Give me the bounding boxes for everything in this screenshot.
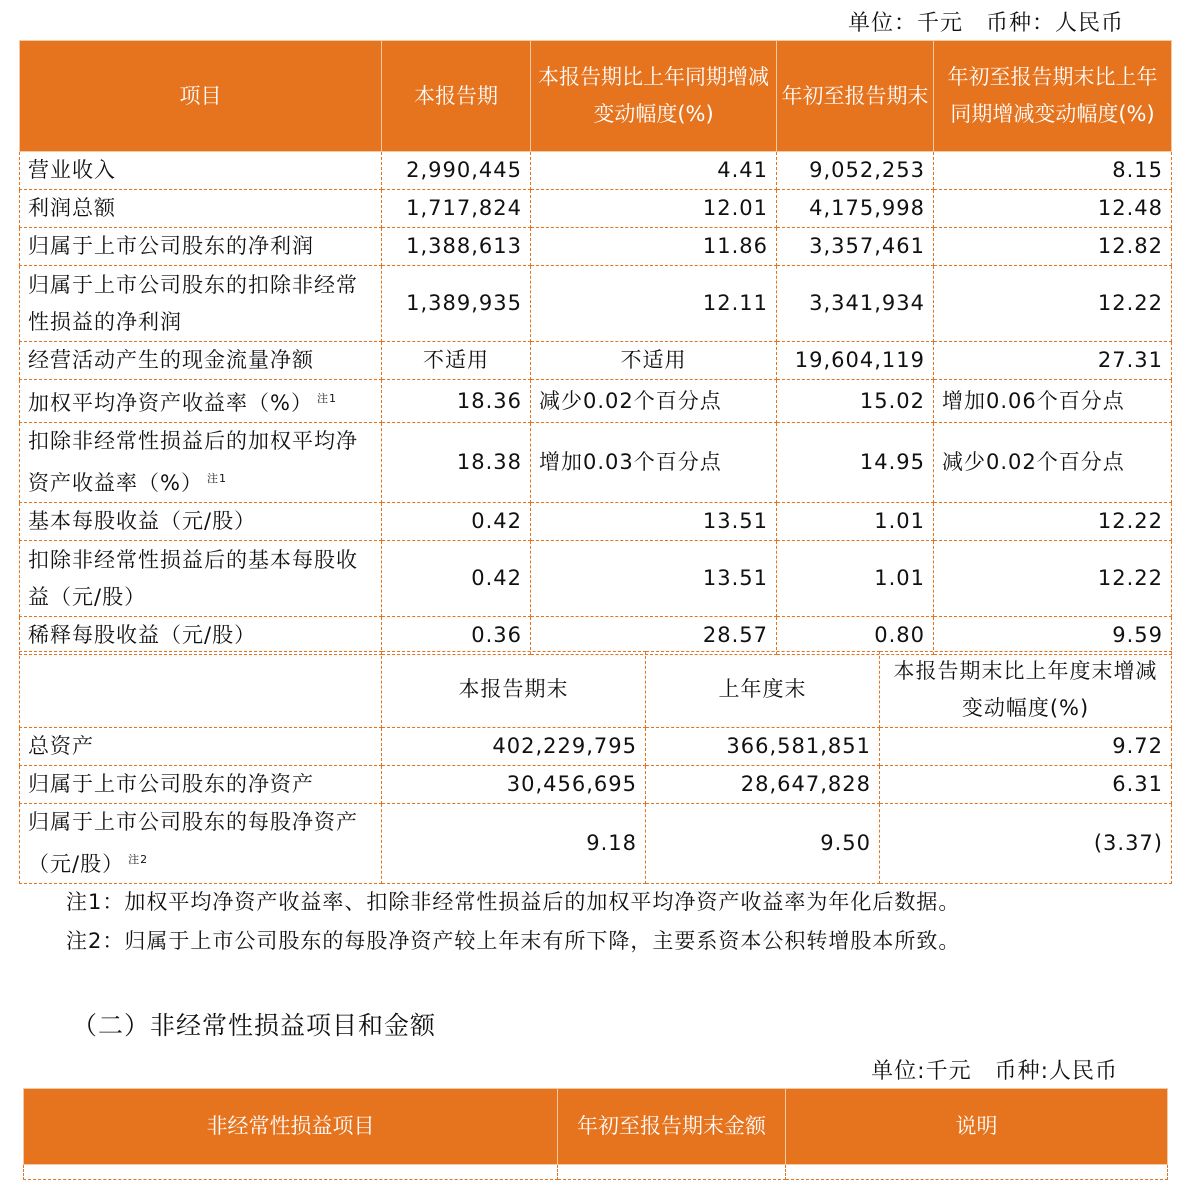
header-blank xyxy=(20,652,382,728)
cell-ytd-yoy: 8.15 xyxy=(934,152,1172,190)
cell-ytd-yoy: 27.31 xyxy=(934,342,1172,380)
table-row xyxy=(20,342,1172,380)
cell-current: 0.42 xyxy=(382,503,531,541)
header-ytd-amount: 年初至报告期末金额 xyxy=(558,1089,786,1165)
row-item-label xyxy=(20,503,382,541)
cell-current-yoy: 不适用 xyxy=(531,342,777,380)
item-text: 归属于上市公司股东的净资产 xyxy=(28,772,314,796)
cell-current-yoy: 4.41 xyxy=(531,152,777,190)
cell-current-yoy: 12.11 xyxy=(531,266,777,342)
table-row xyxy=(20,266,1172,342)
item-text: 扣除非经常性损益后的基本每股收益（元/股） xyxy=(28,547,358,609)
row-item-label xyxy=(20,728,382,766)
unit-currency-label-2: 单位:千元 币种:人民币 xyxy=(871,1059,1118,1084)
item-text: 总资产 xyxy=(28,734,94,758)
cell-change: 9.72 xyxy=(880,728,1172,766)
cell-current-yoy: 12.01 xyxy=(531,190,777,228)
cell-ytd-yoy: 12.48 xyxy=(934,190,1172,228)
header-non-recurring-item: 非经常性损益项目 xyxy=(24,1089,558,1165)
cell-current: 18.36 xyxy=(382,380,531,423)
footnote-marker: 注1 xyxy=(206,472,227,485)
cell-ytd-yoy: 增加0.06个百分点 xyxy=(934,380,1172,423)
row-item-label xyxy=(20,190,382,228)
cell-current-yoy: 13.51 xyxy=(531,503,777,541)
cell-empty xyxy=(24,1165,558,1180)
cell-prev-year-end: 9.50 xyxy=(646,804,880,884)
header-ytd: 年初至报告期末 xyxy=(777,41,934,152)
cell-current-yoy: 11.86 xyxy=(531,228,777,266)
cell-empty xyxy=(558,1165,786,1180)
item-text: 经营活动产生的现金流量净额 xyxy=(28,348,314,372)
header-prev-year-end: 上年度末 xyxy=(646,652,880,728)
row-item-label xyxy=(20,423,382,503)
table-row xyxy=(24,1165,1168,1180)
cell-ytd-yoy: 12.22 xyxy=(934,503,1172,541)
unit-currency-label: 单位：千元 币种：人民币 xyxy=(847,11,1124,36)
cell-change: 6.31 xyxy=(880,766,1172,804)
cell-current-yoy: 13.51 xyxy=(531,541,777,617)
cell-prev-year-end: 28,647,828 xyxy=(646,766,880,804)
table-row xyxy=(20,228,1172,266)
balance-data-table xyxy=(19,651,1172,884)
item-text: 基本每股收益（元/股） xyxy=(28,509,257,533)
cell-current: 0.36 xyxy=(382,617,531,655)
cell-current: 2,990,445 xyxy=(382,152,531,190)
cell-ytd: 1.01 xyxy=(777,503,934,541)
cell-period-end: 30,456,695 xyxy=(382,766,646,804)
cell-ytd: 3,341,934 xyxy=(777,266,934,342)
item-text: 归属于上市公司股东的每股净资产（元/股） xyxy=(28,810,358,876)
header-change: 本报告期末比上年度末增减变动幅度(%) xyxy=(880,652,1172,728)
cell-ytd-yoy: 12.82 xyxy=(934,228,1172,266)
row-item-label xyxy=(20,541,382,617)
table-row xyxy=(20,380,1172,423)
footnote-marker: 注1 xyxy=(316,392,337,405)
row-item-label xyxy=(20,617,382,655)
cell-ytd: 9,052,253 xyxy=(777,152,934,190)
row-item-label xyxy=(20,766,382,804)
cell-current: 1,389,935 xyxy=(382,266,531,342)
note-2: 注2：归属于上市公司股东的每股净资产较上年末有所下降，主要系资本公积转增股本所致。 xyxy=(66,929,961,953)
table-row xyxy=(20,541,1172,617)
cell-current: 1,388,613 xyxy=(382,228,531,266)
table-row xyxy=(20,728,1172,766)
footnote-marker: 注2 xyxy=(128,853,149,866)
cell-current: 18.38 xyxy=(382,423,531,503)
header-ytd-yoy: 年初至报告期末比上年同期增减变动幅度(%) xyxy=(934,41,1172,152)
cell-current-yoy: 28.57 xyxy=(531,617,777,655)
section-title: （二）非经常性损益项目和金额 xyxy=(72,1011,437,1040)
cell-ytd-yoy: 减少0.02个百分点 xyxy=(934,423,1172,503)
cell-period-end: 402,229,795 xyxy=(382,728,646,766)
cell-current-yoy: 减少0.02个百分点 xyxy=(531,380,777,423)
non-recurring-items-table xyxy=(23,1088,1168,1180)
table-row xyxy=(20,190,1172,228)
item-text: 加权平均净资产收益率（%） xyxy=(28,391,313,415)
table-row xyxy=(20,766,1172,804)
item-text: 稀释每股收益（元/股） xyxy=(28,623,257,647)
item-text: 利润总额 xyxy=(28,196,116,220)
cell-current: 1,717,824 xyxy=(382,190,531,228)
cell-ytd: 15.02 xyxy=(777,380,934,423)
cell-ytd: 0.80 xyxy=(777,617,934,655)
cell-current: 0.42 xyxy=(382,541,531,617)
cell-empty xyxy=(786,1165,1168,1180)
row-item-label xyxy=(20,804,382,884)
cell-ytd-yoy: 9.59 xyxy=(934,617,1172,655)
item-text: 扣除非经常性损益后的加权平均净资产收益率（%） xyxy=(28,429,358,495)
cell-current-yoy: 增加0.03个百分点 xyxy=(531,423,777,503)
note-1: 注1：加权平均净资产收益率、扣除非经常性损益后的加权平均净资产收益率为年化后数据。 xyxy=(66,890,961,914)
key-financial-data-table xyxy=(19,40,1172,655)
item-text: 归属于上市公司股东的扣除非经常性损益的净利润 xyxy=(28,272,358,334)
row-item-label xyxy=(20,342,382,380)
cell-ytd: 3,357,461 xyxy=(777,228,934,266)
row-item-label xyxy=(20,266,382,342)
table-row xyxy=(20,617,1172,655)
table-row xyxy=(20,152,1172,190)
header-current-yoy: 本报告期比上年同期增减变动幅度(%) xyxy=(531,41,777,152)
cell-ytd: 14.95 xyxy=(777,423,934,503)
cell-change: (3.37) xyxy=(880,804,1172,884)
row-item-label xyxy=(20,380,382,423)
cell-ytd: 4,175,998 xyxy=(777,190,934,228)
header-period-end: 本报告期末 xyxy=(382,652,646,728)
header-item: 项目 xyxy=(20,41,382,152)
cell-ytd-yoy: 12.22 xyxy=(934,266,1172,342)
item-text: 营业收入 xyxy=(28,158,116,182)
table-row xyxy=(20,503,1172,541)
header-description: 说明 xyxy=(786,1089,1168,1165)
cell-ytd-yoy: 12.22 xyxy=(934,541,1172,617)
cell-current: 不适用 xyxy=(382,342,531,380)
cell-ytd: 19,604,119 xyxy=(777,342,934,380)
balance-header-row xyxy=(20,652,1172,728)
header-current-period: 本报告期 xyxy=(382,41,531,152)
row-item-label xyxy=(20,152,382,190)
table-row xyxy=(20,804,1172,884)
cell-prev-year-end: 366,581,851 xyxy=(646,728,880,766)
cell-ytd: 1.01 xyxy=(777,541,934,617)
cell-period-end: 9.18 xyxy=(382,804,646,884)
table-row xyxy=(20,423,1172,503)
item-text: 归属于上市公司股东的净利润 xyxy=(28,234,314,258)
row-item-label xyxy=(20,228,382,266)
